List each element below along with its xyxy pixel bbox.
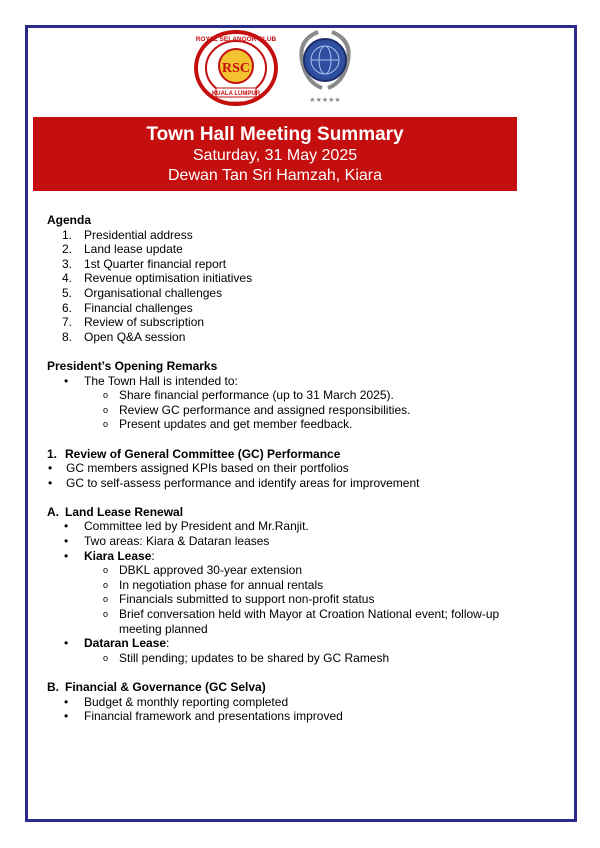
list-item: o In negotiation phase for annual rentals xyxy=(103,577,324,592)
bullet-icon: • xyxy=(64,694,69,709)
list-item: o Still pending; updates to be shared by GC Ramesh xyxy=(103,650,390,665)
list-item: 2. Land lease update xyxy=(62,242,183,257)
list-item: • Budget & monthly reporting completed xyxy=(64,694,289,709)
bullet-icon: • xyxy=(64,548,69,563)
section-b-heading: B. Financial & Governance (GC Selva) xyxy=(47,680,266,694)
list-item: o Brief conversation held with Mayor at Croation National event; follow-up meeting planned xyxy=(103,607,500,636)
circle-bullet-icon: o xyxy=(103,652,109,663)
list-item: 7. Review of subscription xyxy=(62,315,205,330)
bullet-icon: • xyxy=(48,475,53,490)
list-item: • Kiara Lease: xyxy=(64,548,155,563)
circle-bullet-icon: o xyxy=(103,594,109,605)
circle-bullet-icon: o xyxy=(103,565,109,576)
royal-selangor-club-logo xyxy=(191,28,281,108)
list-item: • Two areas: Kiara & Dataran leases xyxy=(64,534,270,549)
circle-bullet-icon: o xyxy=(103,419,109,430)
list-item: 6. Financial challenges xyxy=(62,300,193,315)
list-item: 5. Organisational challenges xyxy=(62,285,223,300)
list-item: • GC members assigned KPIs based on their portfolios xyxy=(48,461,349,476)
bullet-icon: • xyxy=(48,461,53,476)
list-item: o Share financial performance (up to 31 March 2025). xyxy=(103,388,394,403)
list-item: 8. Open Q&A session xyxy=(62,329,186,344)
list-item: • The Town Hall is intended to: xyxy=(64,373,238,388)
list-item: 3. 1st Quarter financial report xyxy=(62,256,227,271)
svg-text:1884: 1884 xyxy=(230,100,242,105)
bullet-icon: • xyxy=(64,636,69,651)
list-item: • GC to self-assess performance and identify areas for improvement xyxy=(48,475,420,490)
bullet-icon: • xyxy=(64,709,69,724)
list-item: • Committee led by President and Mr.Ranjit. xyxy=(64,519,309,534)
svg-text:KUALA LUMPUR: KUALA LUMPUR xyxy=(211,91,261,97)
svg-text:ROYAL SELANGOR CLUB: ROYAL SELANGOR CLUB xyxy=(195,36,277,43)
meeting-venue: Dewan Tan Sri Hamzah, Kiara xyxy=(167,167,383,184)
title-banner xyxy=(33,117,517,191)
list-item: 1. Presidential address xyxy=(62,227,193,242)
list-item: o Financials submitted to support non-profit status xyxy=(103,592,375,607)
circle-bullet-icon: o xyxy=(103,404,109,415)
page-title: Town Hall Meeting Summary xyxy=(146,124,404,145)
agenda-list xyxy=(47,228,527,345)
summary-content xyxy=(47,213,527,724)
circle-bullet-icon: o xyxy=(103,579,109,590)
list-item: o Review GC performance and assigned responsibilities. xyxy=(103,402,411,417)
circle-bullet-icon: o xyxy=(103,609,109,620)
section-a-heading: A. Land Lease Renewal xyxy=(47,504,184,519)
bullet-icon: • xyxy=(64,373,69,388)
circle-bullet-icon: o xyxy=(103,390,109,401)
list-item: o DBKL approved 30-year extension xyxy=(103,563,302,578)
opening-remarks-heading: President’s Opening Remarks xyxy=(47,358,218,373)
agenda-heading: Agenda xyxy=(47,213,92,227)
list-item: • Financial framework and presentations improved xyxy=(64,709,343,724)
meeting-date: Saturday, 31 May 2025 xyxy=(192,147,358,164)
svg-text:RSC: RSC xyxy=(221,61,251,76)
list-item: • Dataran Lease: xyxy=(64,636,170,651)
svg-text:★★★★★: ★★★★★ xyxy=(309,96,341,104)
bullet-icon: • xyxy=(64,519,69,534)
bullet-icon: • xyxy=(64,534,69,549)
section-1-heading: 1. Review of General Committee (GC) Performance xyxy=(47,446,341,461)
list-item: o Present updates and get member feedback. xyxy=(103,417,353,432)
globe-laurel-logo xyxy=(292,26,358,106)
list-item: 4. Revenue optimisation initiatives xyxy=(62,271,253,286)
